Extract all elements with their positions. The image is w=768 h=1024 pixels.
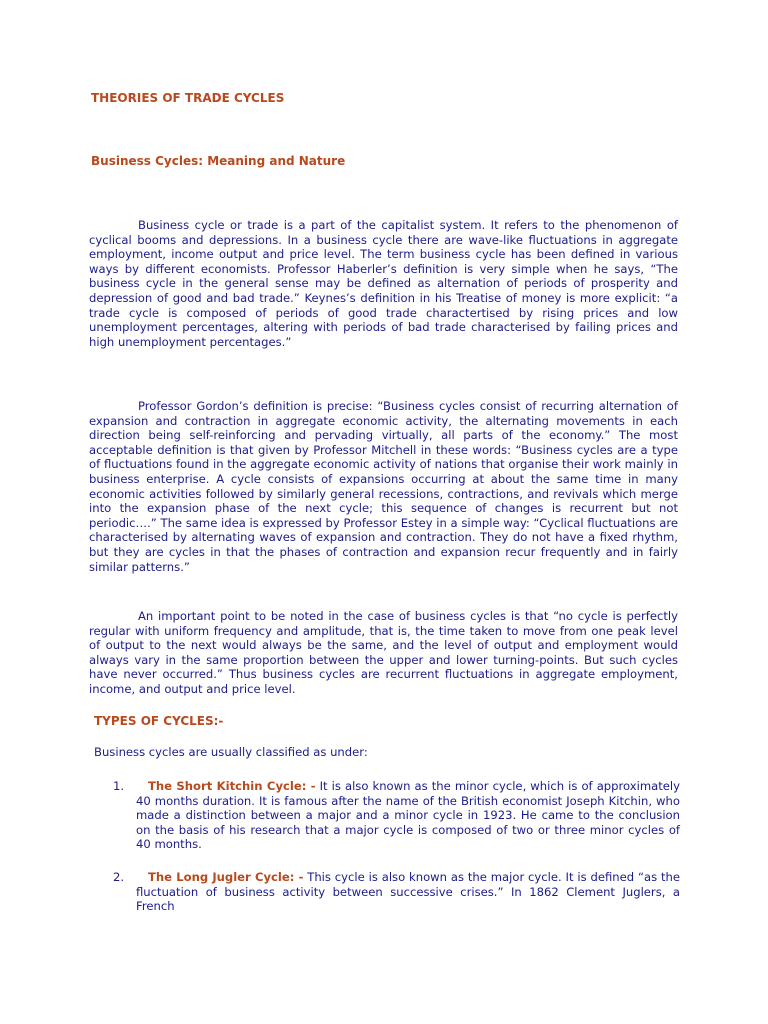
list-item-1 xyxy=(136,779,680,852)
types-heading: TYPES OF CYCLES:- xyxy=(94,714,224,728)
paragraph-1: Business cycle or trade is a part of the capitalist system. It refers to the phenomenon of cyclical booms and depressions. In a business cycle there are wave-like fluctuations in aggregate employment, income output and price level. The term business cycle has been defined in various ways by different economists. Professor Haberler’s definition is very simple when he says, “The business cycle in the general sense may be defined as alternation of periods of prosperity and depression of good and bad trade.” Keynes’s definition in his Treatise of money is more explicit: “a trade cycle is composed of periods of good trade charactertised by rising prices and low unemployment percentages, altering with periods of bad trade characterised by failing prices and high unemployment percentages.” xyxy=(89,218,678,349)
list-item-text-1: It is also known as the minor cycle, which is of approximately 40 months duration. It is famous after the name of the British economist Joseph Kitchin, who made a distinction between a major and a minor cycle in 1923. He came to the conclusion on the basis of his research that a major cycle is composed of two or three minor cycles of 40 months. xyxy=(136,779,681,852)
paragraph-3: An important point to be noted in the case of business cycles is that “no cycle is perfectly regular with uniform frequency and amplitude, that is, the time taken to move from one peak level of output to the next would always be the same, and the level of output and employment would always vary in the same proportion between the upper and lower turning-points. But such cycles have never occurred.” Thus business cycles are recurrent fluctuations in aggregate employment, income, and output and price level. xyxy=(89,609,678,696)
list-item-title-2: The Long Jugler Cycle: - xyxy=(148,870,304,884)
document-title: THEORIES OF TRADE CYCLES xyxy=(91,91,285,105)
list-item-text-2: This cycle is also known as the major cycle. It is defined “as the fluctuation of business activity between successive crises.” In 1862 Clement Juglers, a French xyxy=(136,870,680,914)
list-number-2: 2. xyxy=(113,870,125,884)
list-item-title-1: The Short Kitchin Cycle: - xyxy=(148,779,316,793)
section-subtitle: Business Cycles: Meaning and Nature xyxy=(91,154,346,168)
list-number-1: 1. xyxy=(113,779,125,793)
paragraph-2: Professor Gordon’s definition is precise: “Business cycles consist of recurring alternation of expansion and contraction in aggregate economic activity, the alternating movements in each direction being self-reinforcing and pervading virtually, all parts of the economy.” The most acceptable definition is that given by Professor Mitchell in these words: “Business cycles are a type of fluctuations found in the aggregate economic activity of nations that organise their work mainly in business enterprise. A cycle consists of expansions occurring at about the same time in many economic activities followed by similarly general recessions, contractions, and revivals which merge into the expansion phase of the next cycle; this sequence of changes is recurrent but not periodic….” The same idea is expressed by Professor Estey in a simple way: “Cyclical fluctuations are characterised by alternating waves of expansion and contraction. They do not have a fixed rhythm, but they are cycles in that the phases of contraction and expansion recur frequently and in fairly similar patterns.” xyxy=(89,399,678,574)
list-item-2 xyxy=(136,870,680,914)
types-intro: Business cycles are usually classified as under: xyxy=(94,745,368,759)
